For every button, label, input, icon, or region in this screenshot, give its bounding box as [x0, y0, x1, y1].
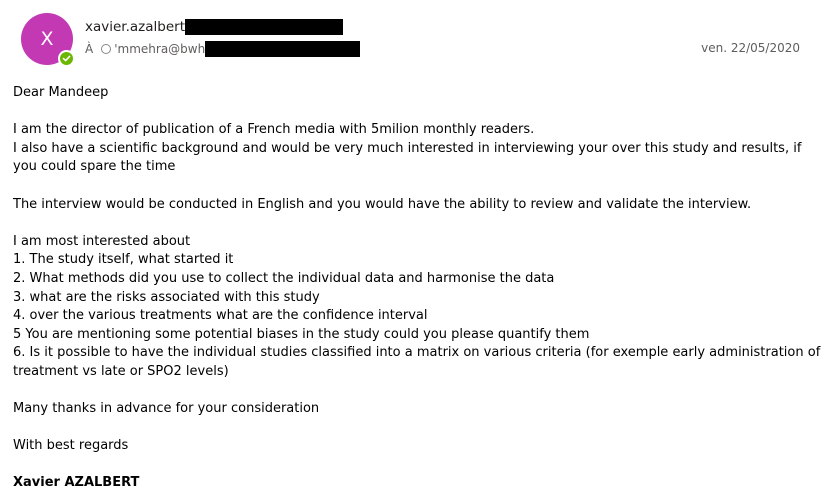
message-body — [13, 84, 825, 493]
message-header — [0, 0, 837, 75]
presence-available-icon — [58, 50, 75, 67]
intro-line: I also have a scientific background and would be very much interested in interviewing your over this study and results, if you could spare the time — [13, 140, 802, 175]
intro-line: I am the director of publication of a French media with 5milion monthly readers. — [13, 122, 535, 138]
list-item: 6. Is it possible to have the individual studies classified into a matrix on various criteria (for exemple early administration of treatment vs late or SPO2 levels) — [13, 345, 821, 379]
recipient-address[interactable]: 'mmehra@bwh — [114, 42, 206, 56]
signature: Xavier AZALBERT — [13, 475, 140, 491]
thanks-line: Many thanks in advance for your consideration — [13, 401, 320, 417]
list-item: 2. What methods did you use to collect the individual data and harmonise the data — [13, 270, 555, 286]
list-item: 3. what are the risks associated with this study — [13, 289, 320, 305]
to-label: À — [85, 42, 94, 56]
recipient-line — [85, 39, 360, 59]
list-item: 5 You are mentioning some potential biases in the study could you please quantify them — [13, 326, 590, 342]
closing-line: With best regards — [13, 438, 129, 454]
list-item: 4. over the various treatments what are the confidence interval — [13, 308, 428, 324]
interview-note: The interview would be conducted in English and you would have the ability to review and validate the interview. — [13, 196, 752, 212]
redaction-bar — [205, 41, 360, 57]
list-intro: I am most interested about — [13, 233, 191, 249]
recipient-status-icon — [101, 44, 111, 54]
sender-avatar[interactable]: X — [21, 13, 73, 65]
sender-line — [85, 17, 343, 37]
redaction-bar — [185, 19, 343, 35]
list-item: 1. The study itself, what started it — [13, 252, 234, 268]
sender-name[interactable]: xavier.azalbert — [85, 19, 186, 35]
message-date: ven. 22/05/2020 — [701, 41, 800, 55]
greeting: Dear Mandeep — [13, 85, 109, 100]
